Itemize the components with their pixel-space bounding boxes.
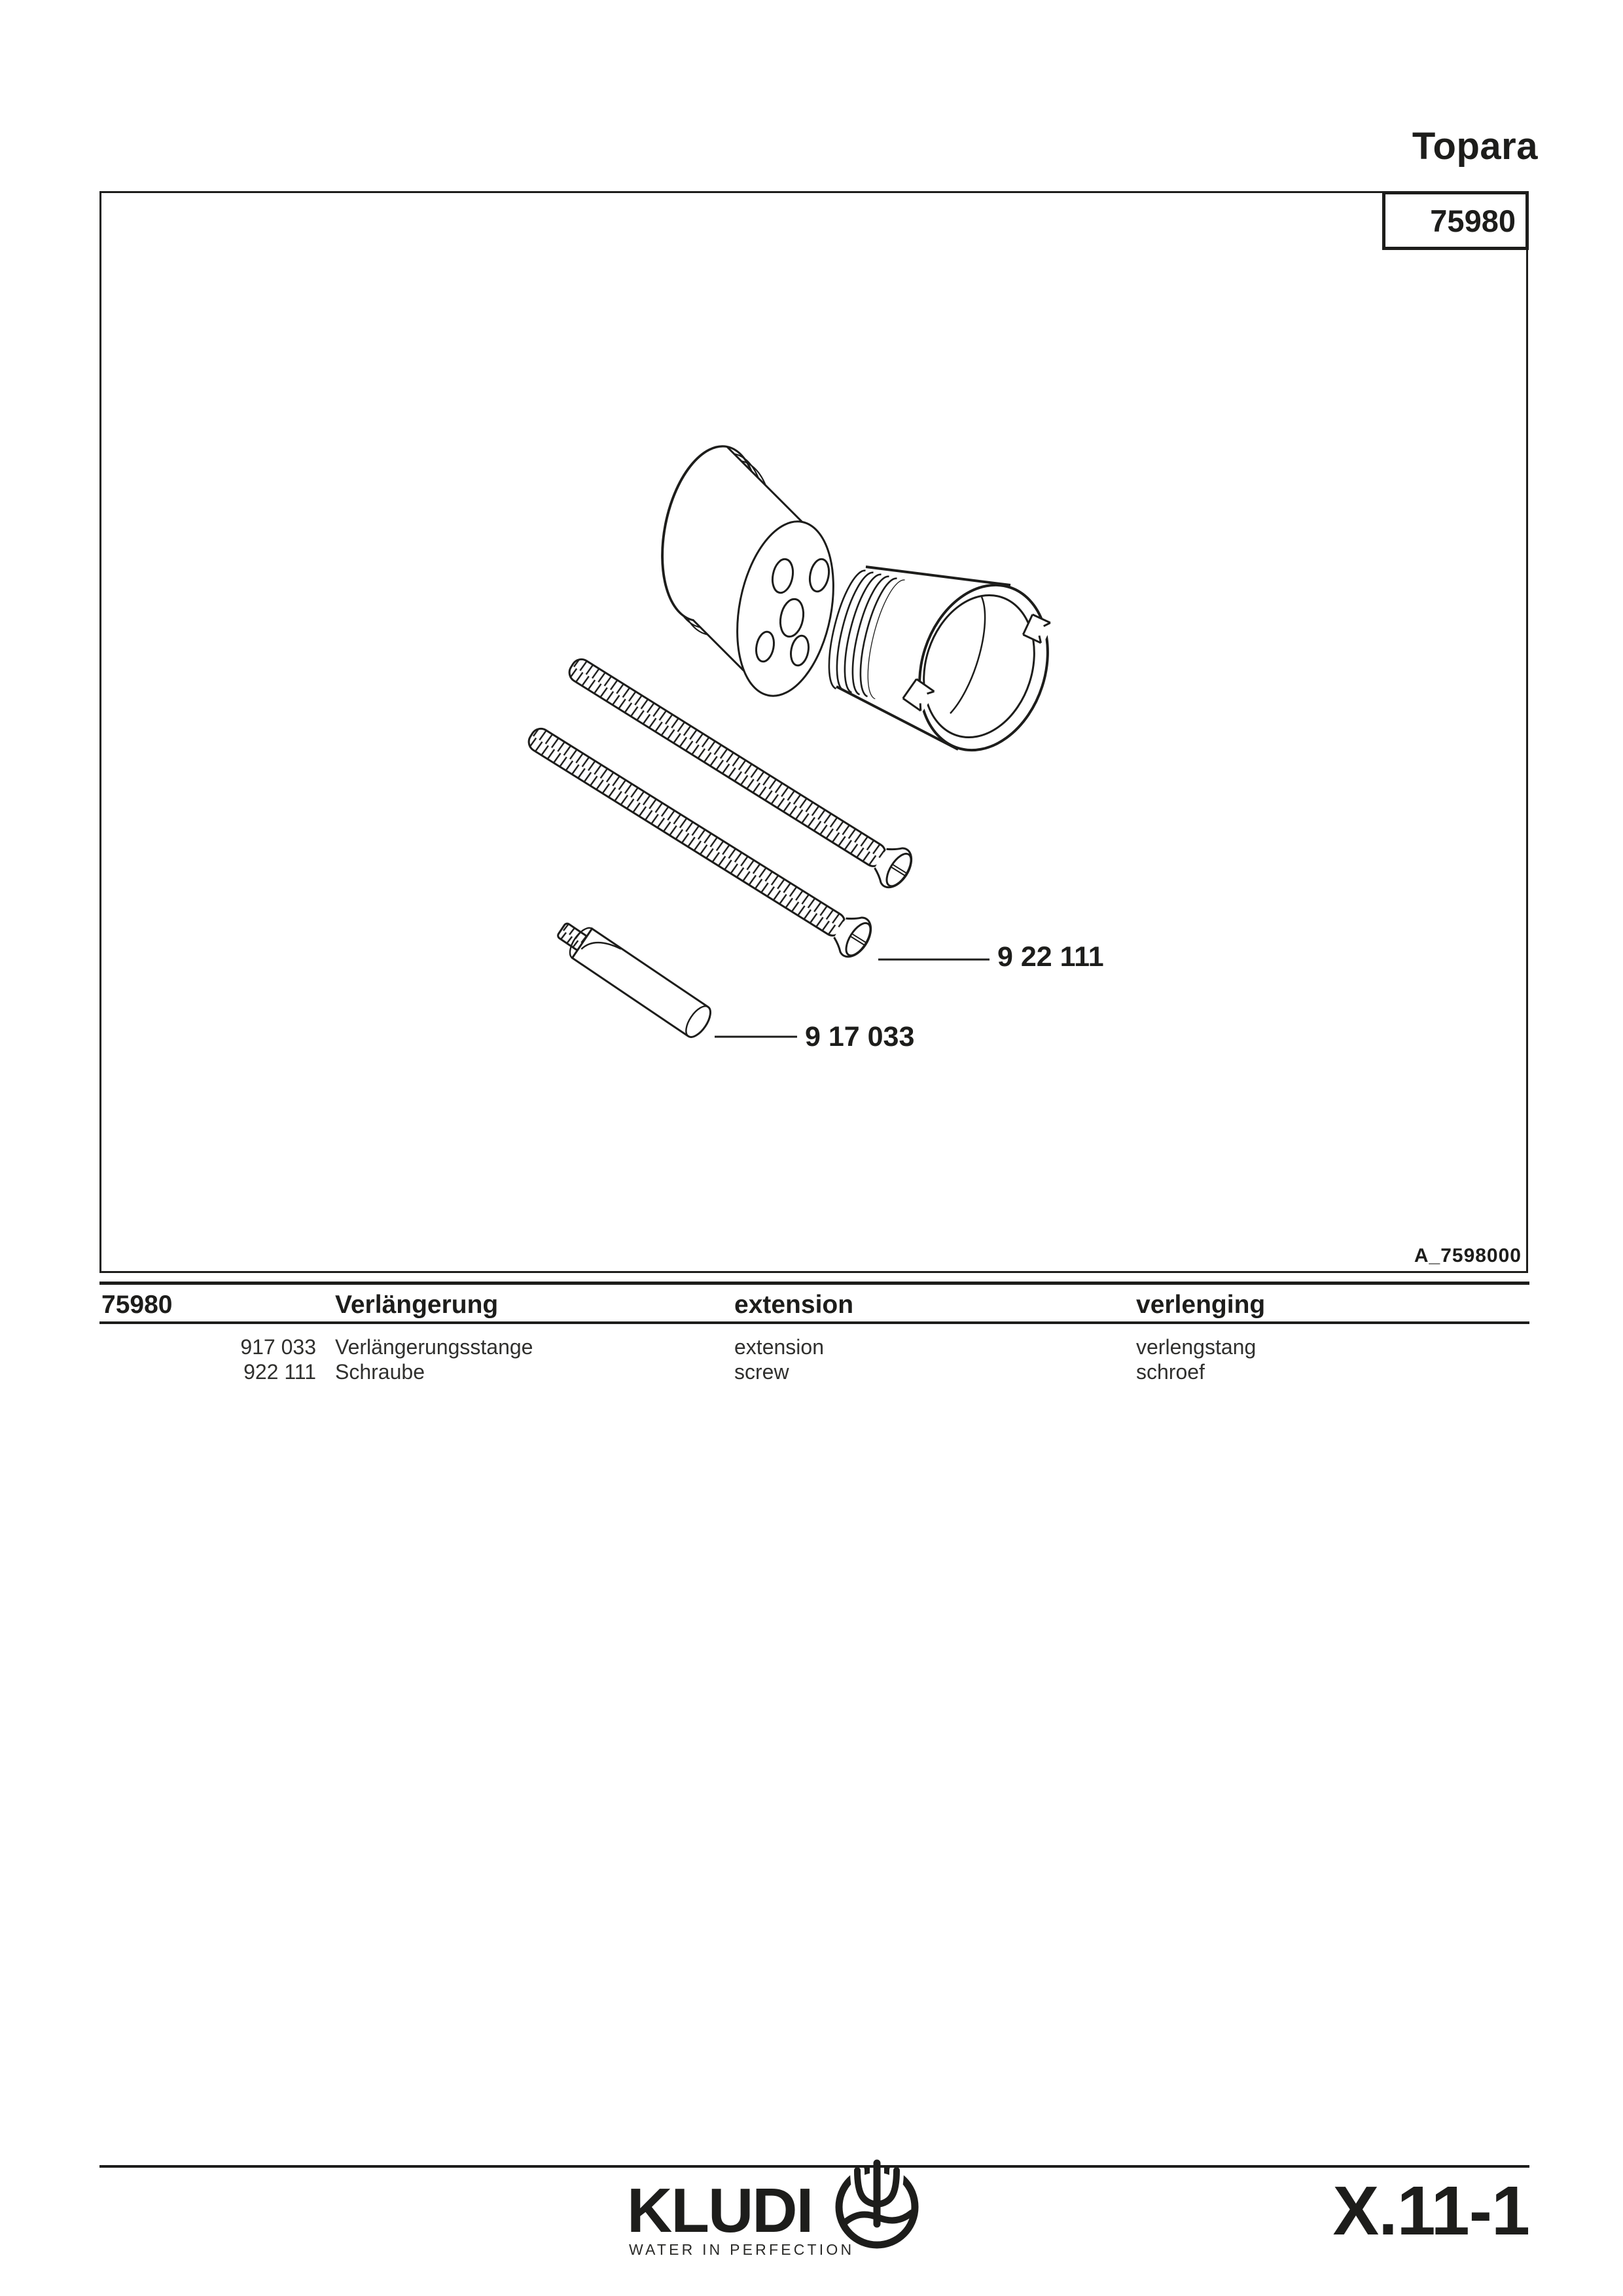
part-name-nl: schroef xyxy=(1136,1360,1205,1384)
part-name-de: Verlängerungsstange xyxy=(335,1335,533,1359)
part-name-de: Schraube xyxy=(335,1360,425,1384)
drawing-reference-code: A_7598000 xyxy=(1414,1245,1522,1266)
callout-label-extension-rod: 9 17 033 xyxy=(805,1021,915,1052)
page-number: X.11-1 xyxy=(1332,2172,1529,2250)
footer-rule xyxy=(99,2165,1529,2168)
table-header-en: extension xyxy=(734,1291,854,1319)
table-header-nl: verlenging xyxy=(1136,1291,1266,1319)
part-number: 917 033 xyxy=(240,1335,316,1359)
part-name-nl: verlengstang xyxy=(1136,1335,1257,1359)
series-title: Topara xyxy=(1412,125,1538,168)
table-header-code: 75980 xyxy=(101,1291,173,1319)
extension-body-drawing xyxy=(649,438,847,704)
brand-tagline: WATER IN PERFECTION xyxy=(629,2241,855,2258)
extension-rod-drawing xyxy=(552,915,715,1041)
part-number: 922 111 xyxy=(243,1360,316,1384)
table-header-rule xyxy=(99,1321,1529,1324)
table-top-rule xyxy=(99,1282,1529,1285)
callout-label-screw: 9 22 111 xyxy=(997,941,1104,973)
brand-wordmark: KLUDI xyxy=(627,2176,813,2246)
product-number: 75980 xyxy=(1430,203,1516,238)
threaded-sleeve-drawing xyxy=(829,567,1068,767)
part-name-en: screw xyxy=(734,1360,789,1384)
part-name-en: extension xyxy=(734,1335,824,1359)
table-header-de: Verlängerung xyxy=(335,1291,499,1319)
kludi-emblem-icon xyxy=(839,2163,915,2245)
